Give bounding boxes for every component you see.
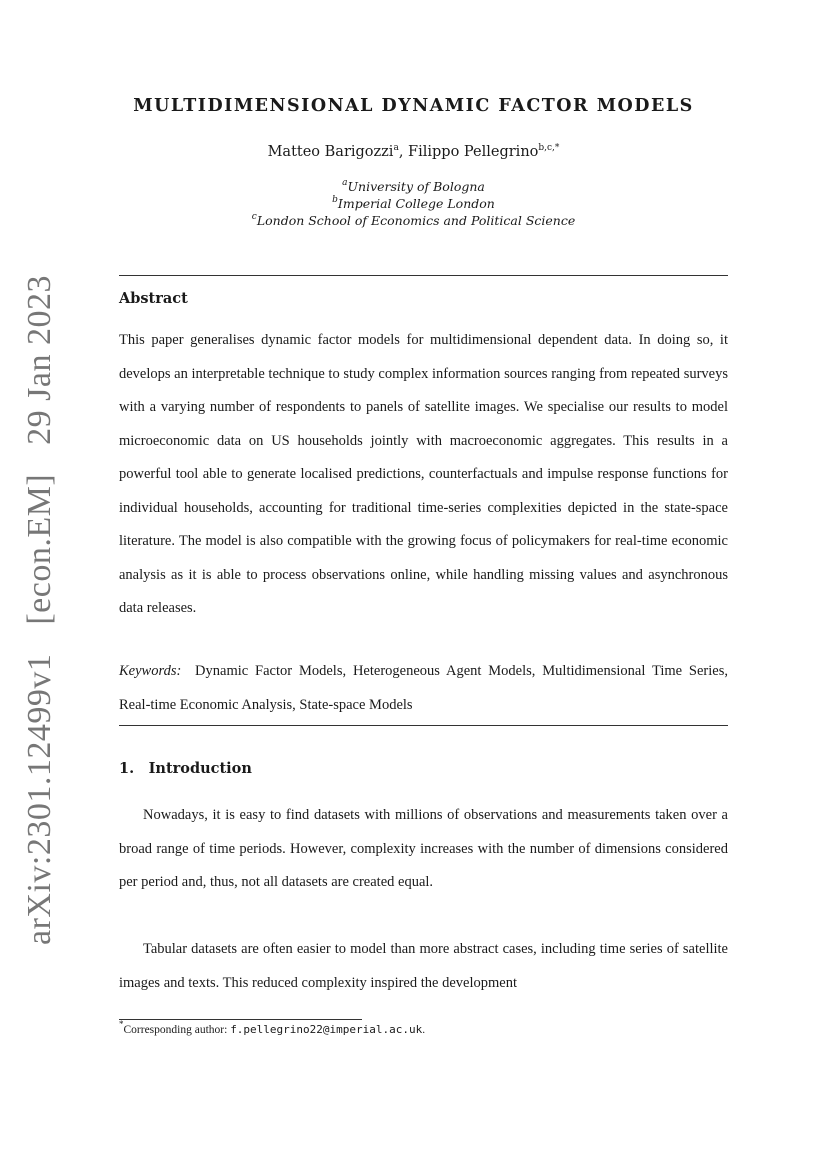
footnote-text: Corresponding author:: [123, 1024, 231, 1036]
affiliation: [0, 195, 827, 212]
arxiv-side-stamp: [21, 275, 59, 945]
author-list: [0, 144, 827, 160]
affiliation: [0, 178, 827, 195]
abstract-heading: Abstract: [119, 290, 188, 307]
author-name: Matteo Barigozzi: [267, 144, 394, 160]
intro-paragraph: Tabular datasets are often easier to model than more abstract cases, including time series of satellite images and texts. This reduced complexity inspired the development: [119, 941, 728, 991]
arxiv-category: [econ.EM]: [21, 473, 58, 625]
affiliation-mark: a: [342, 178, 348, 188]
affiliation-mark: c: [251, 212, 257, 222]
keywords-label: Keywords:: [119, 663, 182, 679]
footnote-rule: [119, 1019, 362, 1020]
affiliation-mark: b: [332, 195, 338, 205]
abstract-top-rule: [119, 275, 728, 276]
affiliation-text: University of Bologna: [347, 179, 485, 194]
arxiv-date: 29 Jan 2023: [21, 274, 58, 445]
author-affiliation-mark: b,c,*: [538, 143, 560, 153]
keywords: [119, 655, 728, 722]
affiliation: [0, 212, 827, 229]
arxiv-id: arXiv:2301.12499v1: [21, 653, 58, 946]
footnote: [119, 1019, 426, 1036]
footnote-mark: *: [119, 1019, 124, 1029]
affiliation-text: London School of Economics and Political Science: [256, 213, 576, 228]
affiliation-text: Imperial College London: [337, 196, 495, 211]
author-name: Filippo Pellegrino: [408, 144, 539, 160]
abstract-bottom-rule: [119, 725, 728, 726]
abstract-text: This paper generalises dynamic factor models for multidimensional dependent data. In doing so, it develops an interpretable technique to study complex information sources ranging from repeated surveys with a varying number of respondents to panels of satellite images. We specialise our results to model microeconomic data on US households jointly with macroeconomic aggregates. This results in a powerful tool able to generate localised predictions, counterfactuals and impulse response functions for individual households, accounting for traditional time-series complexities depicted in the state-space literature. The model is also compatible with the growing focus of policymakers for real-time economic analysis as it is able to process observations online, while handling missing values and asynchronous data releases.: [119, 332, 728, 616]
corresponding-email[interactable]: f.pellegrino22@imperial.ac.uk: [230, 1023, 423, 1036]
footnote-end: .: [422, 1024, 426, 1036]
section-heading-introduction: 1. Introduction: [119, 760, 252, 777]
keywords-list: Dynamic Factor Models, Heterogeneous Agent Models, Multidimensional Time Series, Real-time Economic Analysis, State-space Models: [119, 663, 728, 713]
author-affiliation-mark: a: [393, 143, 399, 153]
author-separator: ,: [398, 144, 409, 160]
intro-paragraph: Nowadays, it is easy to find datasets with millions of observations and measurements taken over a broad range of time periods. However, complexity increases with the number of dimensions considered per period and, thus, not all datasets are created equal.: [119, 807, 728, 890]
affiliation-list: [0, 178, 827, 229]
paper-title: MULTIDIMENSIONAL DYNAMIC FACTOR MODELS: [133, 96, 694, 116]
